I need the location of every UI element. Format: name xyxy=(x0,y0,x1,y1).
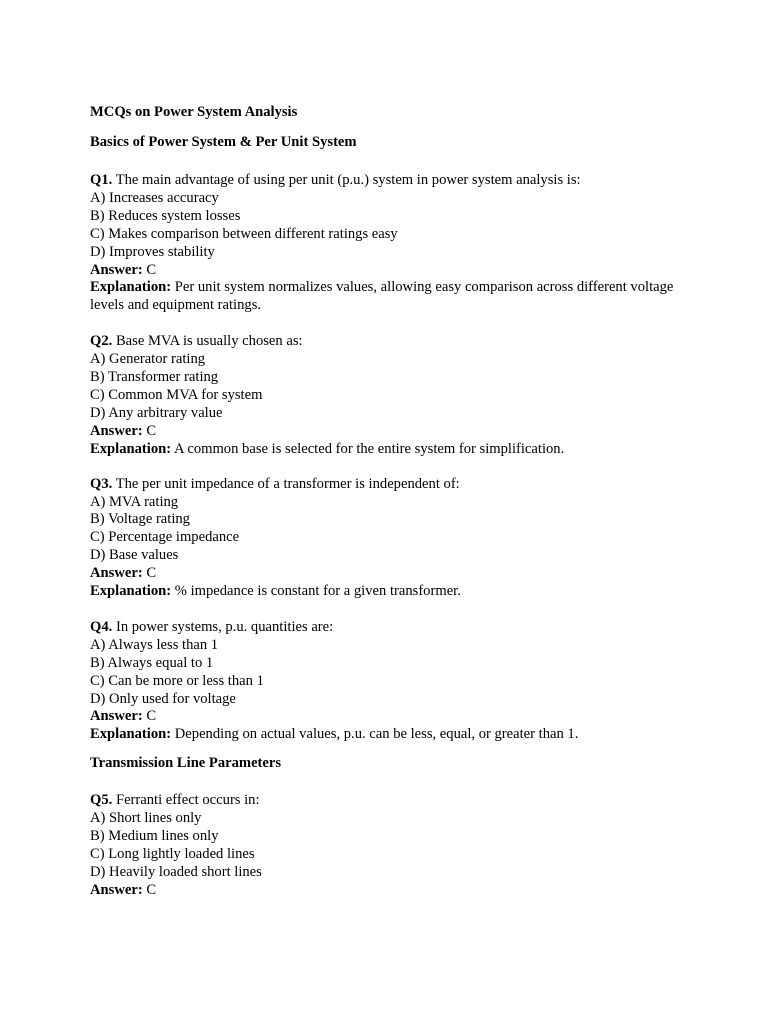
answer-value: C xyxy=(146,565,157,582)
option-a: A) Increases accuracy xyxy=(90,189,219,206)
explanation-line xyxy=(90,279,690,315)
answer-line xyxy=(90,708,690,726)
explanation-line xyxy=(90,726,690,744)
document-title: MCQs on Power System Analysis xyxy=(90,104,298,120)
question-stem xyxy=(90,792,690,810)
explanation-text: A common base is selected for the entire system for simplification. xyxy=(173,440,565,457)
answer-value: C xyxy=(146,422,157,439)
question-text: Base MVA is usually chosen as: xyxy=(115,333,303,350)
question-block xyxy=(90,172,690,315)
option-a: A) Generator rating xyxy=(90,351,206,368)
answer-label: Answer: xyxy=(90,708,143,725)
answer-line xyxy=(90,262,690,280)
option-a: A) Always less than 1 xyxy=(90,636,219,653)
explanation-line xyxy=(90,583,690,601)
question-block xyxy=(90,619,690,744)
question-block xyxy=(90,792,690,899)
question-text: Ferranti effect occurs in: xyxy=(115,792,260,809)
question-stem xyxy=(90,619,690,637)
explanation-text: Per unit system normalizes values, allowing easy comparison across different voltage levels and equipment ratings. xyxy=(90,279,674,314)
question-number: Q1. xyxy=(90,172,113,188)
explanation-label: Explanation: xyxy=(90,583,172,600)
option-b: B) Reduces system losses xyxy=(90,207,241,224)
explanation-text: % impedance is constant for a given transformer. xyxy=(174,583,461,600)
option-c: C) Percentage impedance xyxy=(90,529,240,546)
option-a: A) Short lines only xyxy=(90,810,202,827)
answer-label: Answer: xyxy=(90,261,143,278)
answer-line xyxy=(90,423,690,441)
section-heading: Transmission Line Parameters xyxy=(90,755,282,772)
question-number: Q3. xyxy=(90,475,113,492)
option-d: D) Base values xyxy=(90,547,179,564)
option-c: C) Long lightly loaded lines xyxy=(90,846,255,862)
option-d: D) Heavily loaded short lines xyxy=(90,863,262,880)
explanation-line xyxy=(90,441,690,459)
question-text: In power systems, p.u. quantities are: xyxy=(115,618,334,635)
answer-label: Answer: xyxy=(90,422,143,439)
answer-value: C xyxy=(146,261,157,278)
option-a: A) MVA rating xyxy=(90,493,179,510)
question-block xyxy=(90,476,690,601)
option-d: D) Improves stability xyxy=(90,243,215,260)
answer-label: Answer: xyxy=(90,565,143,582)
question-number: Q2. xyxy=(90,333,113,350)
question-stem xyxy=(90,333,690,351)
answer-line xyxy=(90,565,690,583)
option-b: B) Voltage rating xyxy=(90,511,190,528)
question-number: Q5. xyxy=(90,792,113,809)
question-stem xyxy=(90,476,690,494)
explanation-label: Explanation: xyxy=(90,279,172,296)
option-b: B) Medium lines only xyxy=(90,828,219,845)
question-block xyxy=(90,333,690,458)
option-c: C) Can be more or less than 1 xyxy=(90,672,264,689)
question-stem xyxy=(90,172,690,190)
explanation-label: Explanation: xyxy=(90,726,172,743)
question-text: The main advantage of using per unit (p.u.) system in power system analysis is: xyxy=(115,172,581,188)
option-d: D) Only used for voltage xyxy=(90,690,236,707)
answer-value: C xyxy=(146,708,157,725)
explanation-text: Depending on actual values, p.u. can be less, equal, or greater than 1. xyxy=(174,726,579,743)
answer-value: C xyxy=(146,881,157,898)
option-c: C) Makes comparison between different ratings easy xyxy=(90,225,398,242)
option-c: C) Common MVA for system xyxy=(90,386,263,403)
answer-line xyxy=(90,882,690,900)
option-b: B) Always equal to 1 xyxy=(90,654,214,671)
question-number: Q4. xyxy=(90,618,113,635)
option-b: B) Transformer rating xyxy=(90,369,219,386)
option-d: D) Any arbitrary value xyxy=(90,404,223,421)
explanation-label: Explanation: xyxy=(90,440,172,457)
document-content xyxy=(90,104,690,900)
answer-label: Answer: xyxy=(90,881,143,898)
question-text: The per unit impedance of a transformer is independent of: xyxy=(115,475,460,492)
section-heading: Basics of Power System & Per Unit System xyxy=(90,134,357,150)
